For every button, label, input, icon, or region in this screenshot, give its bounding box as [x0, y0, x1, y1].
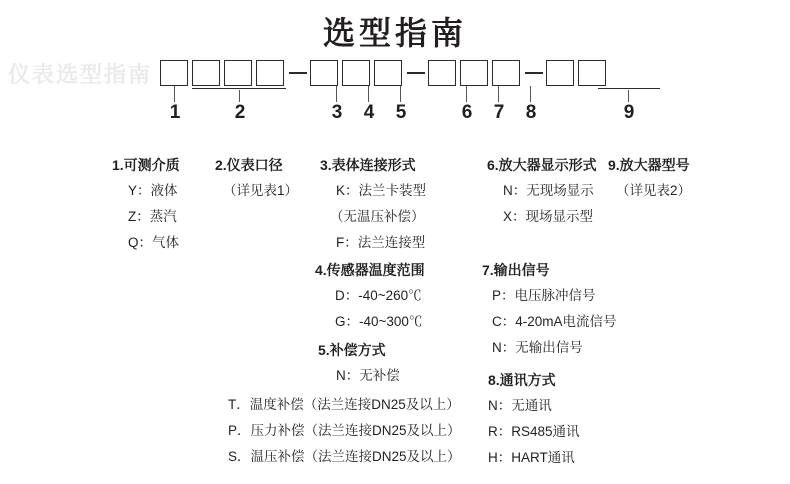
- block-compensation-option-1: N：无补偿: [336, 368, 400, 383]
- code-box-4: [256, 60, 284, 86]
- code-number-4: 4: [363, 102, 375, 123]
- leader-line-3: [336, 86, 337, 102]
- code-box-11: [546, 60, 574, 86]
- leader-line-4: [368, 86, 369, 102]
- block-diameter-heading: 2.仪表口径: [215, 157, 283, 173]
- code-number-5: 5: [395, 102, 407, 123]
- block-body-connection: [320, 152, 426, 256]
- code-box-1: [160, 60, 188, 86]
- page-title: 选型指南: [322, 15, 467, 51]
- code-number-9: 9: [623, 102, 635, 123]
- watermark-text: 仪表选型指南: [8, 62, 153, 87]
- leader-line-2: [239, 90, 240, 102]
- block-communication-option-2: R：RS485通讯: [488, 424, 580, 439]
- block-compensation-option-4: S．温压补偿（法兰连接DN25及以上）: [228, 449, 461, 464]
- block-compensation-option-2: T．温度补偿（法兰连接DN25及以上）: [228, 397, 460, 412]
- block-communication-option-1: N：无通讯: [488, 398, 552, 413]
- block-amplifier-model-heading: 9.放大器型号: [608, 157, 690, 173]
- block-display-type-option-2: X：现场显示型: [503, 209, 594, 224]
- code-box-3: [224, 60, 252, 86]
- block-output-signal-option-2: C：4-20mA电流信号: [492, 314, 617, 329]
- block-compensation-extra: [228, 392, 461, 470]
- block-medium-option-2: Z：蒸汽: [128, 209, 177, 224]
- leader-line-5: [400, 86, 401, 102]
- block-medium-heading: 1.可测介质: [112, 157, 180, 173]
- code-group-underline-amplifier: [598, 88, 660, 89]
- code-separator-3: [525, 72, 543, 74]
- leader-line-8: [530, 86, 531, 102]
- block-medium-option-3: Q：气体: [128, 235, 180, 250]
- block-body-connection-note: （无温压补偿）: [330, 209, 425, 224]
- block-amplifier-model-note: （详见表2）: [616, 183, 692, 198]
- block-communication-option-3: H：HART通讯: [488, 450, 575, 465]
- block-medium-option-1: Y：液体: [128, 183, 178, 198]
- code-box-10: [492, 60, 520, 86]
- block-temp-range: [315, 257, 425, 335]
- block-body-connection-option-2: F：法兰连接型: [336, 235, 426, 250]
- block-temp-range-heading: 4.传感器温度范围: [315, 262, 425, 278]
- code-separator-2: [407, 72, 425, 74]
- block-output-signal: [482, 257, 617, 361]
- block-body-connection-heading: 3.表体连接形式: [320, 157, 416, 173]
- code-number-8: 8: [525, 102, 537, 123]
- block-output-signal-option-1: P：电压脉冲信号: [492, 288, 596, 303]
- block-compensation-heading: 5.补偿方式: [318, 342, 386, 358]
- block-body-connection-option-1: K：法兰卡装型: [336, 183, 427, 198]
- block-display-type-option-1: N：无现场显示: [503, 183, 594, 198]
- block-communication-heading: 8.通讯方式: [488, 372, 556, 388]
- code-box-2: [192, 60, 220, 86]
- code-box-6: [342, 60, 370, 86]
- block-output-signal-heading: 7.输出信号: [482, 262, 550, 278]
- code-box-8: [428, 60, 456, 86]
- block-output-signal-option-3: N：无输出信号: [492, 340, 583, 355]
- model-code-boxes: [160, 58, 610, 88]
- block-temp-range-option-2: G：-40~300℃: [335, 314, 423, 329]
- code-separator-1: [289, 72, 307, 74]
- block-diameter: [215, 152, 298, 204]
- block-temp-range-option-1: D：-40~260℃: [335, 288, 422, 303]
- block-amplifier-model: [608, 152, 691, 204]
- code-number-6: 6: [461, 102, 473, 123]
- block-medium: [112, 152, 180, 256]
- code-box-5: [310, 60, 338, 86]
- code-number-3: 3: [331, 102, 343, 123]
- leader-line-6: [466, 86, 467, 102]
- code-box-9: [460, 60, 488, 86]
- leader-line-7: [498, 86, 499, 102]
- block-compensation-option-3: P．压力补偿（法兰连接DN25及以上）: [228, 423, 461, 438]
- code-box-12: [578, 60, 606, 86]
- leader-line-1: [174, 86, 175, 102]
- block-diameter-note: （详见表1）: [223, 183, 299, 198]
- code-box-7: [374, 60, 402, 86]
- code-number-7: 7: [493, 102, 505, 123]
- block-display-type-heading: 6.放大器显示形式: [487, 157, 597, 173]
- code-number-2: 2: [234, 102, 246, 123]
- code-number-1: 1: [169, 102, 181, 123]
- code-group-underline-diameter: [192, 88, 286, 89]
- block-compensation: [318, 337, 400, 389]
- leader-line-9: [628, 90, 629, 102]
- block-communication: [488, 367, 580, 471]
- block-display-type: [487, 152, 597, 230]
